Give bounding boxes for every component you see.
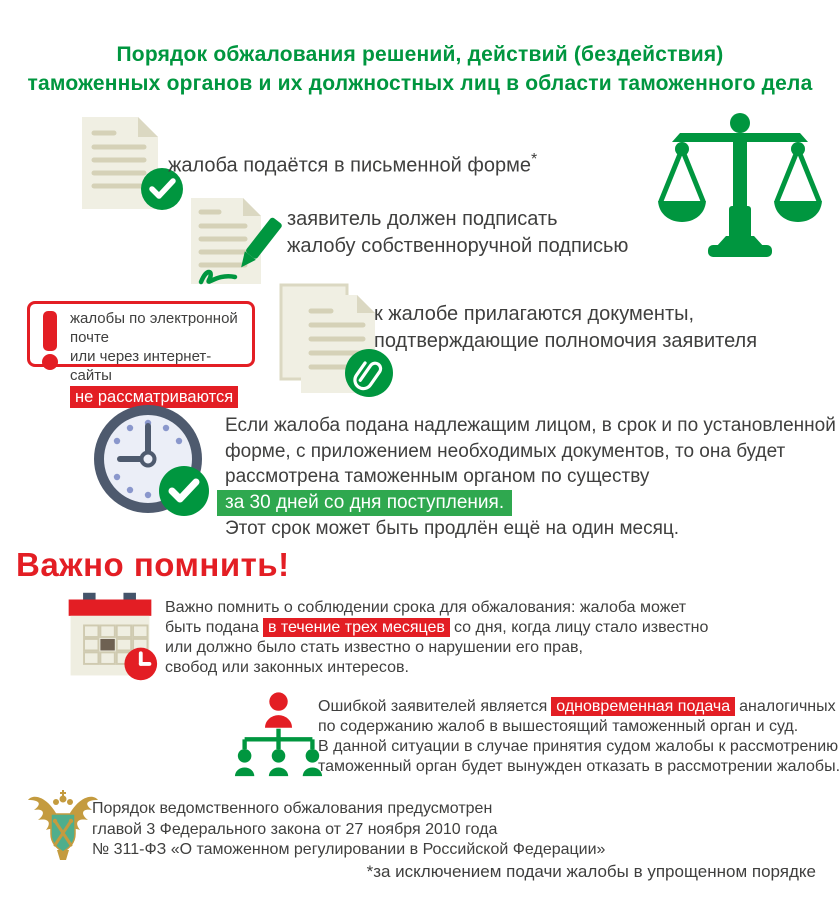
- customs-emblem-icon: [26, 790, 100, 864]
- scales-icon: [658, 111, 822, 263]
- deadline-line-2: форме, с приложением необходимых документов, то она будет: [225, 440, 786, 462]
- email-warning-box: [27, 301, 255, 406]
- step2-line-1: заявитель должен подписать: [287, 208, 558, 230]
- step3-line-1: к жалобе прилагаются документы,: [374, 303, 695, 325]
- deadline-text: [225, 413, 836, 541]
- title-line-2: таможенных органов и их должностных лиц в области таможенного дела: [27, 72, 813, 95]
- footnote-text: *за исключением подачи жалобы в упрощенном порядке: [366, 862, 816, 881]
- calendar-note-line-3: или должно было стать известно о нарушении его прав,: [165, 639, 583, 656]
- court-note-line1-pre: Ошибкой заявителей является: [318, 698, 548, 715]
- warning-line-1: жалобы по электронной почте: [70, 310, 238, 346]
- step1-text: [168, 146, 537, 180]
- calendar-note-highlight: в течение трех месяцев: [263, 618, 450, 637]
- calendar-note-line-4: свобод или законных интересов.: [165, 659, 409, 676]
- calendar-note-line2-post: со дня, когда лицу стало известно: [453, 619, 709, 636]
- important-heading: Важно помнить!: [16, 546, 290, 583]
- calendar-clock-icon: [60, 592, 160, 682]
- court-note: [318, 697, 840, 777]
- step2-line-2: жалобу собственноручной подписью: [287, 235, 629, 257]
- step2-text: [287, 206, 628, 260]
- footer-line-3: № 311-ФЗ «О таможенном регулировании в Российской Федерации»: [92, 841, 606, 858]
- court-note-line-4: таможенный орган будет вынужден отказать в рассмотрении жалобы.: [318, 758, 840, 775]
- footer-law-text: [92, 799, 605, 861]
- document-sign-icon: [187, 196, 292, 296]
- step3-text: [374, 301, 757, 355]
- warning-line-2: или через интернет-сайты: [70, 348, 212, 384]
- step1-label: жалоба подаётся в письменной форме: [168, 154, 531, 177]
- court-note-line-2: по содержанию жалоб в вышестоящий таможенный орган и суд.: [318, 718, 799, 735]
- exclamation-icon: [39, 311, 61, 371]
- deadline-line-1: Если жалоба подана надлежащим лицом, в срок и по установленной: [225, 415, 836, 436]
- clock-check-icon: [92, 402, 212, 522]
- footer-line-2: главой 3 Федерального закона от 27 ноября 2010 года: [92, 820, 498, 838]
- deadline-line-4: Этот срок может быть продлён ещё на один месяц.: [225, 517, 680, 539]
- court-note-line-3: В данной ситуации в случае принятия судом жалобы к рассмотрению: [318, 738, 839, 755]
- footnote-marker: *: [530, 151, 538, 168]
- court-note-line1-post: аналогичных: [739, 698, 836, 715]
- calendar-note-line2-pre: быть подана: [165, 619, 259, 636]
- title-line-1: Порядок обжалования решений, действий (бездействия): [116, 43, 724, 66]
- calendar-note: [165, 598, 708, 678]
- deadline-highlight: за 30 дней со дня поступления.: [217, 490, 512, 516]
- page-title: [0, 40, 840, 98]
- hierarchy-icon: [233, 689, 325, 781]
- step3-line-2: подтверждающие полномочия заявителя: [374, 330, 758, 352]
- calendar-note-line-1: Важно помнить о соблюдении срока для обжалования: жалоба может: [165, 599, 687, 616]
- deadline-line-3: рассмотрена таможенным органом по существу: [225, 466, 650, 487]
- court-note-highlight: одновременная подача: [551, 697, 735, 716]
- warning-highlight: не рассматриваются: [70, 386, 238, 408]
- footer-line-1: Порядок ведомственного обжалования предусмотрен: [92, 800, 493, 817]
